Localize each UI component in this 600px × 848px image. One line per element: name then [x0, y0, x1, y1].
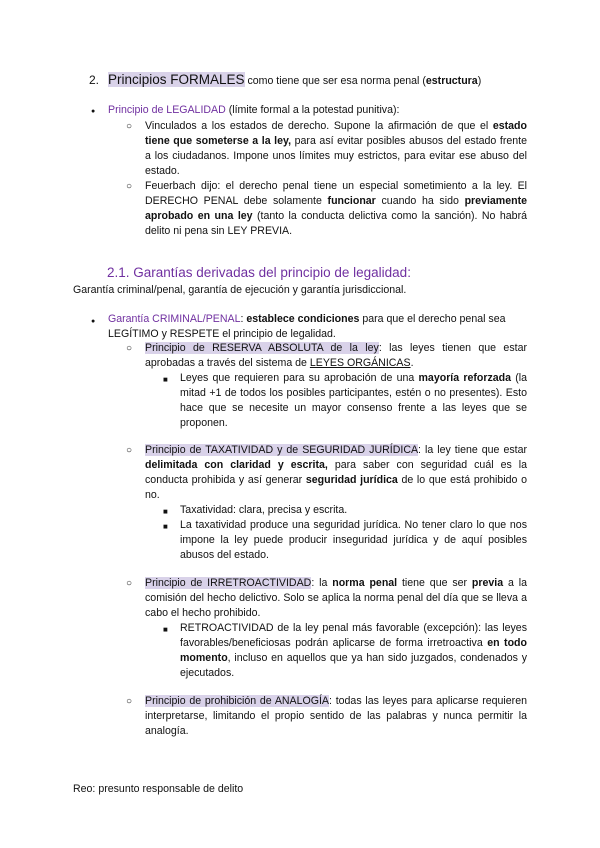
heading-title: Principios FORMALES [107, 72, 245, 87]
bullet-circle: ○ [126, 445, 133, 456]
bullet-circle: ○ [126, 696, 133, 707]
legalidad-sub2: Feuerbach dijo: el derecho penal tiene un especial sometimiento a la ley. El DERECHO PENAL debe solamente funcionar cuando ha sido previamente aprobado en una ley (tanto la conducta delictiva como la sanción). No habrá delito ni pena sin LEY PREVIA. [145, 180, 527, 237]
heading-number: 2. [89, 73, 100, 87]
heading-formales: 2. Principios FORMALES como tiene que ser esa norma penal (estructura) [89, 72, 482, 87]
reserva-item1: Leyes que requieren para su aprobación de una mayoría reforzada (la mitad +1 de todos los posibles participantes, estén o no presentes). Esto hace que se necesite un mayor consenso frente a las leyes que se proponen. [180, 372, 527, 429]
legalidad-line: Principio de LEGALIDAD (límite formal a la potestad punitiva): [108, 104, 400, 116]
bullet-disc: ● [91, 318, 96, 325]
bullet-square: ■ [163, 625, 168, 634]
taxatividad-item2: La taxatividad produce una seguridad jurídica. No tener claro lo que nos impone la ley puede producir inseguridad jurídica y de aquí posibles abusos del estado. [180, 519, 527, 561]
taxatividad-item1: Taxatividad: clara, precisa y escrita. [180, 504, 348, 516]
taxatividad-label: Principio de TAXATIVIDAD y de SEGURIDAD JURÍDICA [145, 444, 419, 456]
bullet-square: ■ [163, 375, 168, 384]
irretro-label: Principio de IRRETROACTIVIDAD [145, 577, 312, 589]
legalidad-sub1: Vinculados a los estados de derecho. Supone la afirmación de que el estado tiene que someterse a la ley, para así evitar posibles abusos del estado frente a los ciudadanos. Impone unos límites muy estrictos, para evitar ese abuso del estado. [145, 120, 527, 177]
analogia-label: Principio de prohibición de ANALOGÍA [145, 695, 330, 707]
reserva-label: Principio de RESERVA ABSOLUTA de la ley [145, 342, 379, 354]
irretro-line: Principio de IRRETROACTIVIDAD: la norma penal tiene que ser previa a la comisión del hecho delictivo. Solo se aplica la norma penal del día que se lleva a cabo el hecho prohibido. [145, 577, 527, 619]
analogia-line: Principio de prohibición de ANALOGÍA: todas las leyes para aplicarse requieren interpretarse, limitando el propio sentido de las palabras y nunca permitir la analogía. [145, 695, 527, 737]
heading-rest: como tiene que ser esa norma penal ( [244, 75, 426, 87]
criminal-label: Garantía CRIMINAL/PENAL [108, 313, 241, 325]
bullet-square: ■ [163, 507, 168, 516]
bullet-circle: ○ [126, 343, 133, 354]
bullet-circle: ○ [126, 181, 133, 192]
bullet-disc: ● [91, 108, 96, 115]
footer-note: Reo: presunto responsable de delito [73, 783, 244, 795]
legalidad-label: Principio de LEGALIDAD [108, 104, 226, 116]
irretro-item1: RETROACTIVIDAD de la ley penal más favorable (excepción): las leyes favorables/beneficiosas podrán aplicarse de forma irretroactiva en todo momento, incluso en aquellos que ya han sido juzgados, condenados y ejecutados. [180, 622, 527, 679]
section-title: 2.1. Garantías derivadas del principio de legalidad: [107, 265, 411, 280]
bullet-square: ■ [163, 522, 168, 531]
criminal-line: Garantía CRIMINAL/PENAL: establece condiciones para que el derecho penal sea LEGÍTIMO y RESPETE el principio de legalidad. [108, 313, 506, 340]
heading-rest-bold: estructura [425, 75, 478, 87]
taxatividad-line: Principio de TAXATIVIDAD y de SEGURIDAD JURÍDICA: la ley tiene que estar delimitada con claridad y escrita, para saber con seguridad cuál es la conducta prohibida y así generar seguridad jurídica de lo que está prohibido o no. [145, 444, 527, 501]
section-subtitle: Garantía criminal/penal, garantía de ejecución y garantía jurisdiccional. [73, 284, 407, 296]
bullet-circle: ○ [126, 121, 133, 132]
reserva-line: Principio de RESERVA ABSOLUTA de la ley: las leyes tienen que estar aprobadas a través del sistema de LEYES ORGÁNICAS. [145, 342, 527, 369]
bullet-circle: ○ [126, 578, 133, 589]
